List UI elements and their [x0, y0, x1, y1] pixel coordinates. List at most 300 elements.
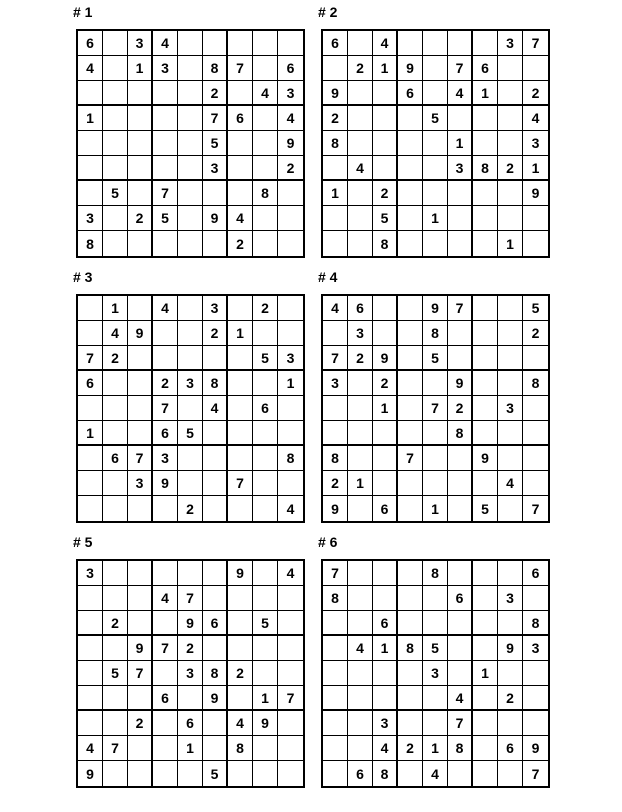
sudoku-cell: [423, 611, 448, 636]
sudoku-cell: 9: [153, 471, 178, 496]
sudoku-cell: 5: [253, 611, 278, 636]
sudoku-cell: [473, 561, 498, 586]
sudoku-cell: [373, 421, 398, 446]
sudoku-cell: [448, 636, 473, 661]
sudoku-cell: [128, 181, 153, 206]
sudoku-cell: 9: [473, 446, 498, 471]
sudoku-cell: 8: [323, 131, 348, 156]
sudoku-cell: [423, 156, 448, 181]
sudoku-cell: 7: [153, 396, 178, 421]
sudoku-cell: [448, 31, 473, 56]
sudoku-cell: 4: [448, 686, 473, 711]
sudoku-cell: 4: [286, 500, 295, 517]
sudoku-cell: [423, 181, 448, 206]
sudoku-cell: 2: [398, 736, 423, 761]
sudoku-cell: [473, 761, 498, 786]
sudoku-cell: [128, 736, 153, 761]
sudoku-cell: 5: [253, 346, 278, 371]
sudoku-cell: 3: [153, 56, 178, 81]
sudoku-cell: [323, 761, 348, 786]
sudoku-cell: 9: [278, 131, 303, 156]
sudoku-cell: [398, 206, 423, 231]
sudoku-cell: [348, 106, 373, 131]
sudoku-cell: [523, 206, 548, 231]
sudoku-cell: 4: [103, 321, 128, 346]
sudoku-cell: [348, 446, 373, 471]
sudoku-cell: [128, 296, 153, 321]
sudoku-cell: 6: [348, 761, 373, 786]
sudoku-cell: 6: [373, 496, 398, 521]
sudoku-cell: [228, 181, 253, 206]
sudoku-cell: 9: [498, 636, 523, 661]
sudoku-cell: [153, 81, 178, 106]
sudoku-cell: [228, 31, 253, 56]
sudoku-cell: [398, 586, 423, 611]
sudoku-cell: [128, 81, 153, 106]
sudoku-cell: [128, 231, 153, 256]
sudoku-cell: [448, 471, 473, 496]
sudoku-cell: [498, 346, 523, 371]
sudoku-cell: [228, 296, 253, 321]
sudoku-cell: 8: [278, 446, 303, 471]
sudoku-cell: [398, 321, 423, 346]
sudoku-cell: 9: [398, 56, 423, 81]
sudoku-cell: 8: [448, 421, 473, 446]
sudoku-cell: 1: [178, 736, 203, 761]
sudoku-cell: [203, 561, 228, 586]
sudoku-cell: [178, 396, 203, 421]
sudoku-cell: 2: [348, 56, 373, 81]
sudoku-cell: [78, 446, 103, 471]
sudoku-cell: [348, 611, 373, 636]
sudoku-cell: [348, 686, 373, 711]
sudoku-cell: [128, 156, 153, 181]
sudoku-cell: [423, 56, 448, 81]
sudoku-cell: 6: [78, 31, 103, 56]
sudoku-cell: [523, 346, 548, 371]
sudoku-cell: [473, 296, 498, 321]
sudoku-cell: 2: [203, 81, 228, 106]
sudoku-cell: 4: [203, 396, 228, 421]
sudoku-cell: [473, 471, 498, 496]
sudoku-cell: 5: [153, 206, 178, 231]
sudoku-cell: [178, 471, 203, 496]
sudoku-cell: [373, 131, 398, 156]
sudoku-cell: [498, 711, 523, 736]
sudoku-cell: [128, 346, 153, 371]
sudoku-cell: [128, 496, 153, 521]
sudoku-cell: 9: [178, 611, 203, 636]
sudoku-cell: 1: [103, 296, 128, 321]
sudoku-cell: 4: [323, 296, 348, 321]
sudoku-cell: 8: [423, 561, 448, 586]
sudoku-cell: 4: [523, 106, 548, 131]
sudoku-cell: [423, 686, 448, 711]
sudoku-cell: [398, 471, 423, 496]
sudoku-cell: [253, 761, 278, 786]
sudoku-grid: [321, 294, 550, 523]
sudoku-cell: [498, 611, 523, 636]
sudoku-cell: [78, 611, 103, 636]
sudoku-cell: [323, 611, 348, 636]
sudoku-cell: [253, 636, 278, 661]
sudoku-cell: [278, 321, 303, 346]
sudoku-cell: [103, 586, 128, 611]
sudoku-cell: 6: [523, 561, 548, 586]
sudoku-cell: [178, 181, 203, 206]
sudoku-cell: 1: [278, 371, 303, 396]
sudoku-cell: [348, 181, 373, 206]
sudoku-cell: [78, 686, 103, 711]
sudoku-cell: [228, 496, 253, 521]
sudoku-grid: [76, 559, 305, 788]
sudoku-cell: [498, 181, 523, 206]
sudoku-cell: 2: [178, 636, 203, 661]
sudoku-cell: [153, 661, 178, 686]
sudoku-cell: 9: [128, 321, 153, 346]
sudoku-cell: [78, 711, 103, 736]
sudoku-cell: 3: [523, 636, 548, 661]
sudoku-cell: [253, 131, 278, 156]
sudoku-cell: 3: [153, 446, 178, 471]
sudoku-cell: 6: [348, 296, 373, 321]
sudoku-cell: 9: [203, 206, 228, 231]
sudoku-cell: [448, 611, 473, 636]
sudoku-cell: 4: [78, 56, 103, 81]
sudoku-cell: 1: [78, 106, 103, 131]
sudoku-cell: 4: [498, 471, 523, 496]
sudoku-cell: [498, 496, 523, 521]
sudoku-cell: [178, 31, 203, 56]
sudoku-cell: [398, 106, 423, 131]
sudoku-cell: [498, 206, 523, 231]
sudoku-cell: [348, 661, 373, 686]
sudoku-cell: [323, 321, 348, 346]
puzzle-title: # 5: [73, 534, 93, 550]
sudoku-cell: [253, 496, 278, 521]
sudoku-cell: [103, 231, 128, 256]
sudoku-grid: [76, 29, 305, 258]
sudoku-cell: 3: [498, 586, 523, 611]
sudoku-cell: 8: [423, 321, 448, 346]
sudoku-cell: 7: [531, 500, 540, 517]
puzzle-title: # 3: [73, 269, 93, 285]
sudoku-cell: [398, 661, 423, 686]
sudoku-cell: [78, 181, 103, 206]
sudoku-cell: [278, 711, 303, 736]
sudoku-cell: 4: [348, 156, 373, 181]
sudoku-cell: [498, 106, 523, 131]
sudoku-cell: [103, 761, 128, 786]
sudoku-cell: [398, 296, 423, 321]
sudoku-cell: [153, 561, 178, 586]
sudoku-cell: [423, 446, 448, 471]
sudoku-cell: [348, 396, 373, 421]
sudoku-cell: 6: [398, 81, 423, 106]
sudoku-cell: [423, 586, 448, 611]
sudoku-cell: [373, 81, 398, 106]
sudoku-cell: 1: [473, 661, 498, 686]
sudoku-cell: 2: [103, 611, 128, 636]
sudoku-cell: [78, 296, 103, 321]
sudoku-cell: 8: [373, 761, 398, 786]
sudoku-cell: [253, 371, 278, 396]
sudoku-cell: [423, 131, 448, 156]
sudoku-cell: [323, 736, 348, 761]
sudoku-cell: [473, 396, 498, 421]
sudoku-cell: [178, 81, 203, 106]
sudoku-cell: [373, 296, 398, 321]
sudoku-cell: [523, 396, 548, 421]
sudoku-cell: [398, 131, 423, 156]
sudoku-cell: [103, 396, 128, 421]
sudoku-cell: [323, 56, 348, 81]
sudoku-cell: 7: [203, 106, 228, 131]
sudoku-cell: 8: [523, 611, 548, 636]
sudoku-cell: 1: [423, 736, 448, 761]
sudoku-cell: [103, 371, 128, 396]
sudoku-cell: [128, 421, 153, 446]
sudoku-cell: [473, 106, 498, 131]
sudoku-cell: [103, 81, 128, 106]
sudoku-cell: [103, 206, 128, 231]
sudoku-cell: 1: [473, 81, 498, 106]
sudoku-cell: [128, 371, 153, 396]
sudoku-cell: [348, 81, 373, 106]
sudoku-cell: [398, 611, 423, 636]
sudoku-cell: [78, 156, 103, 181]
sudoku-cell: [323, 206, 348, 231]
sudoku-cell: [278, 206, 303, 231]
sudoku-cell: [253, 156, 278, 181]
sudoku-cell: 2: [373, 371, 398, 396]
sudoku-cell: 4: [78, 736, 103, 761]
sudoku-cell: [498, 446, 523, 471]
sudoku-cell: 1: [128, 56, 153, 81]
sudoku-cell: [473, 711, 498, 736]
sudoku-cell: [228, 421, 253, 446]
sudoku-cell: [178, 561, 203, 586]
sudoku-cell: 3: [323, 371, 348, 396]
sudoku-cell: 9: [373, 346, 398, 371]
sudoku-cell: [228, 396, 253, 421]
sudoku-cell: [323, 636, 348, 661]
sudoku-cell: 3: [373, 711, 398, 736]
sudoku-cell: 2: [128, 711, 153, 736]
sudoku-cell: [178, 346, 203, 371]
sudoku-cell: 7: [128, 661, 153, 686]
sudoku-cell: 8: [448, 736, 473, 761]
sudoku-cell: 7: [278, 686, 303, 711]
sudoku-cell: [323, 686, 348, 711]
sudoku-cell: 7: [448, 296, 473, 321]
sudoku-grid: [76, 294, 305, 523]
sudoku-cell: 9: [323, 81, 348, 106]
sudoku-cell: [128, 611, 153, 636]
sudoku-cell: [78, 81, 103, 106]
sudoku-cell: 1: [78, 421, 103, 446]
sudoku-cell: [253, 446, 278, 471]
sudoku-cell: [398, 346, 423, 371]
sudoku-cell: [103, 636, 128, 661]
sudoku-cell: [153, 131, 178, 156]
sudoku-cell: [278, 761, 303, 786]
sudoku-cell: 8: [523, 371, 548, 396]
sudoku-cell: [498, 761, 523, 786]
sudoku-cell: [203, 181, 228, 206]
sudoku-cell: [473, 206, 498, 231]
sudoku-cell: [448, 561, 473, 586]
sudoku-cell: [203, 31, 228, 56]
sudoku-cell: [253, 56, 278, 81]
sudoku-cell: [203, 231, 228, 256]
sudoku-cell: [448, 346, 473, 371]
sudoku-cell: 4: [373, 31, 398, 56]
sudoku-cell: [473, 611, 498, 636]
sudoku-cell: [373, 446, 398, 471]
sudoku-cell: [103, 131, 128, 156]
sudoku-cell: 6: [278, 56, 303, 81]
puzzle-title: # 6: [318, 534, 338, 550]
sudoku-cell: [253, 231, 278, 256]
sudoku-cell: [228, 611, 253, 636]
sudoku-cell: 2: [228, 661, 253, 686]
sudoku-cell: 1: [323, 181, 348, 206]
sudoku-cell: 2: [498, 686, 523, 711]
sudoku-cell: 6: [448, 586, 473, 611]
sudoku-cell: [473, 231, 498, 256]
sudoku-cell: [473, 321, 498, 346]
sudoku-grid: [321, 29, 550, 258]
sudoku-cell: 4: [278, 106, 303, 131]
sudoku-cell: [348, 231, 373, 256]
sudoku-cell: 5: [203, 761, 228, 786]
sudoku-cell: [103, 31, 128, 56]
sudoku-cell: 1: [228, 321, 253, 346]
sudoku-cell: [423, 31, 448, 56]
sudoku-cell: 9: [78, 761, 103, 786]
sudoku-cell: [423, 711, 448, 736]
sudoku-cell: [423, 231, 448, 256]
sudoku-cell: 3: [423, 661, 448, 686]
sudoku-cell: [78, 396, 103, 421]
sudoku-cell: 5: [523, 296, 548, 321]
sudoku-cell: 1: [523, 156, 548, 181]
sudoku-cell: 6: [78, 371, 103, 396]
sudoku-cell: [523, 661, 548, 686]
sudoku-cell: [448, 446, 473, 471]
sudoku-cell: [473, 181, 498, 206]
sudoku-cell: [178, 296, 203, 321]
sudoku-cell: 2: [523, 321, 548, 346]
sudoku-cell: [348, 421, 373, 446]
sudoku-cell: [398, 421, 423, 446]
sudoku-cell: 8: [228, 736, 253, 761]
sudoku-cell: 7: [398, 446, 423, 471]
sudoku-cell: [348, 131, 373, 156]
sudoku-cell: 1: [448, 131, 473, 156]
sudoku-cell: 6: [153, 686, 178, 711]
puzzle-title: # 4: [318, 269, 338, 285]
sudoku-cell: 7: [448, 711, 473, 736]
sudoku-cell: [498, 561, 523, 586]
sudoku-cell: [348, 206, 373, 231]
sudoku-cell: [228, 446, 253, 471]
sudoku-cell: 3: [498, 396, 523, 421]
puzzle-title: # 2: [318, 4, 338, 20]
sudoku-cell: 1: [498, 231, 523, 256]
sudoku-cell: 8: [323, 446, 348, 471]
sudoku-cell: 4: [153, 296, 178, 321]
sudoku-cell: [423, 421, 448, 446]
sudoku-cell: [253, 661, 278, 686]
sudoku-cell: 2: [523, 81, 548, 106]
sudoku-cell: 6: [498, 736, 523, 761]
sudoku-cell: [498, 131, 523, 156]
sudoku-cell: [203, 346, 228, 371]
sudoku-cell: 1: [373, 636, 398, 661]
sudoku-cell: 2: [498, 156, 523, 181]
sudoku-cell: [153, 231, 178, 256]
puzzle-title: # 1: [73, 4, 93, 20]
sudoku-cell: 7: [423, 396, 448, 421]
sudoku-cell: [153, 496, 178, 521]
sudoku-cell: 3: [348, 321, 373, 346]
sudoku-cell: [473, 31, 498, 56]
sudoku-cell: [253, 31, 278, 56]
sudoku-cell: [323, 711, 348, 736]
sudoku-cell: 3: [203, 296, 228, 321]
sudoku-cell: [228, 761, 253, 786]
sudoku-cell: [253, 586, 278, 611]
sudoku-cell: [153, 346, 178, 371]
sudoku-cell: 7: [323, 346, 348, 371]
sudoku-cell: 7: [178, 586, 203, 611]
sudoku-cell: [373, 586, 398, 611]
sudoku-cell: [178, 231, 203, 256]
sudoku-cell: [228, 686, 253, 711]
sudoku-cell: 5: [423, 636, 448, 661]
sudoku-cell: [228, 371, 253, 396]
sudoku-cell: 3: [178, 371, 203, 396]
sudoku-cell: 4: [153, 31, 178, 56]
sudoku-cell: [523, 471, 548, 496]
sudoku-cell: [78, 321, 103, 346]
sudoku-cell: 6: [103, 446, 128, 471]
sudoku-cell: [448, 661, 473, 686]
sudoku-cell: [348, 561, 373, 586]
sudoku-cell: [253, 206, 278, 231]
sudoku-cell: [348, 711, 373, 736]
sudoku-cell: [278, 471, 303, 496]
sudoku-cell: [473, 686, 498, 711]
sudoku-cell: [373, 471, 398, 496]
sudoku-cell: [278, 421, 303, 446]
sudoku-cell: 3: [178, 661, 203, 686]
sudoku-cell: [398, 181, 423, 206]
sudoku-cell: [323, 396, 348, 421]
sudoku-cell: 7: [531, 765, 540, 782]
sudoku-cell: [128, 396, 153, 421]
sudoku-cell: 5: [423, 346, 448, 371]
sudoku-cell: [348, 371, 373, 396]
sudoku-cell: 9: [253, 711, 278, 736]
sudoku-cell: [253, 421, 278, 446]
sudoku-cell: 9: [323, 496, 348, 521]
sudoku-cell: 9: [128, 636, 153, 661]
sudoku-cell: [153, 761, 178, 786]
sudoku-cell: 2: [323, 106, 348, 131]
